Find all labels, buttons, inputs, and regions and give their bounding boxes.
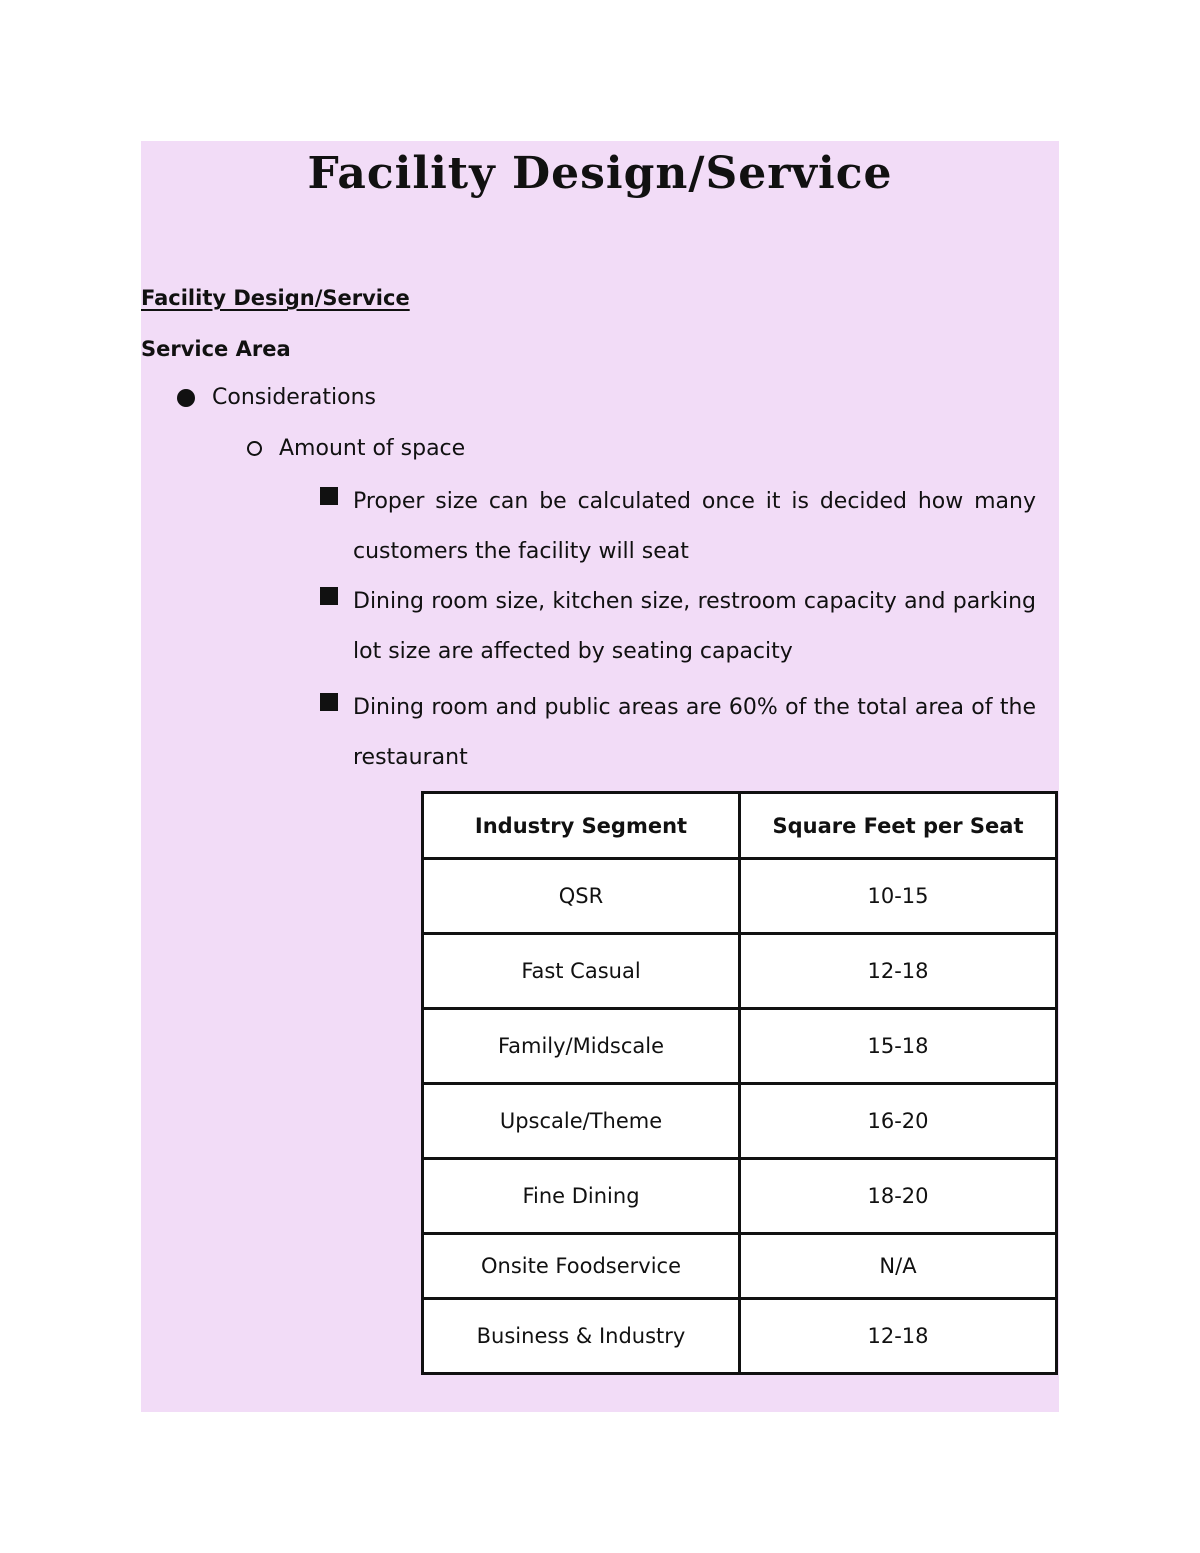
square-bullet-icon — [320, 487, 338, 505]
square-bullet-icon — [320, 693, 338, 711]
table-row — [423, 1084, 1057, 1159]
square-bullet-icon — [320, 587, 338, 605]
table-cell-sqft: 12-18 — [740, 934, 1057, 1009]
table-row — [423, 1009, 1057, 1084]
table-row — [423, 1299, 1057, 1374]
square-feet-table — [421, 791, 1058, 1375]
bullet-level1-item — [177, 385, 376, 410]
table-header-row — [423, 793, 1057, 859]
sub-heading: Service Area — [141, 337, 291, 361]
table-row — [423, 934, 1057, 1009]
table-row — [423, 1234, 1057, 1299]
table-cell-sqft: 15-18 — [740, 1009, 1057, 1084]
bullet-level1-text: Considerations — [212, 385, 376, 410]
table-row — [423, 1159, 1057, 1234]
table-row — [423, 859, 1057, 934]
table-cell-segment: Upscale/Theme — [423, 1084, 740, 1159]
table-cell-sqft: 12-18 — [740, 1299, 1057, 1374]
table-cell-segment: Family/Midscale — [423, 1009, 740, 1084]
table-cell-segment: QSR — [423, 859, 740, 934]
filled-circle-bullet-icon — [177, 389, 195, 407]
table-header-cell: Industry Segment — [423, 793, 740, 859]
bullet-level3-item — [320, 683, 1036, 783]
hollow-circle-bullet-icon — [247, 441, 262, 456]
table-cell-segment: Business & Industry — [423, 1299, 740, 1374]
bullet-level2-item — [247, 436, 465, 461]
table-cell-sqft: 18-20 — [740, 1159, 1057, 1234]
table-header-cell: Square Feet per Seat — [740, 793, 1057, 859]
table-cell-segment: Fast Casual — [423, 934, 740, 1009]
table-cell-segment: Fine Dining — [423, 1159, 740, 1234]
table-cell-sqft: 10-15 — [740, 859, 1057, 934]
table-cell-segment: Onsite Foodservice — [423, 1234, 740, 1299]
bullet-level3-text: Dining room size, kitchen size, restroom capacity and parking lot size are affected by seating capacity — [353, 589, 1036, 664]
bullet-level3-item — [320, 577, 1036, 677]
bullet-level3-text: Proper size can be calculated once it is decided how many customers the facility will seat — [353, 489, 1036, 564]
bullet-level3-item — [320, 477, 1036, 577]
section-heading: Facility Design/Service — [141, 286, 410, 310]
table-cell-sqft: N/A — [740, 1234, 1057, 1299]
bullet-level3-text: Dining room and public areas are 60% of the total area of the restaurant — [353, 695, 1036, 770]
page-title: Facility Design/Service — [307, 148, 893, 199]
bullet-level2-text: Amount of space — [279, 436, 466, 461]
table-cell-sqft: 16-20 — [740, 1084, 1057, 1159]
